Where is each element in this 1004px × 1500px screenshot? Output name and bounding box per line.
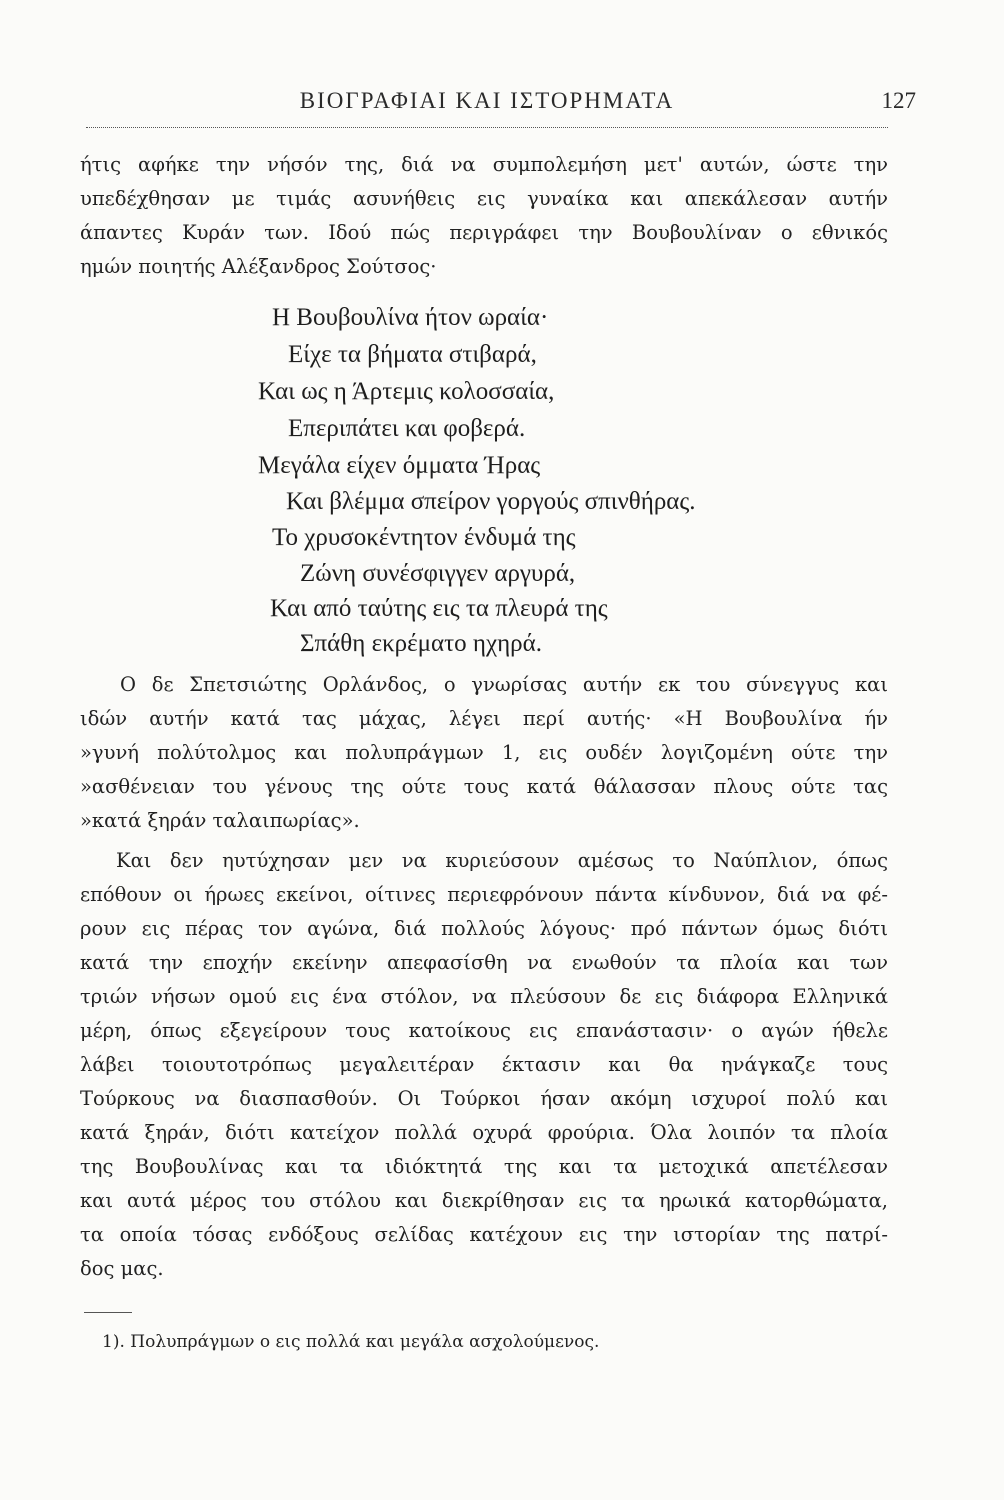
poem-line: Είχε τα βήματα στιβαρά, bbox=[288, 341, 537, 368]
page-number: 127 bbox=[881, 88, 916, 113]
text-line: της Βουβουλίνας και τα ιδιόκτητά της και τα μετοχικά απετέλεσαν bbox=[80, 1155, 888, 1178]
text-line: άπαντες Κυράν των. Ιδού πώς περιγράφει την Βουβουλίναν ο εθνικός bbox=[80, 221, 888, 244]
footnote: 1). Πολυπράγμων ο εις πολλά και μεγάλα ασχολούμενος. bbox=[102, 1332, 600, 1352]
text-line: ιδών αυτήν κατά τας μάχας, λέγει περί αυτής· «Η Βουβουλίνα ήν bbox=[80, 707, 888, 730]
text-line: Και δεν ηυτύχησαν μεν να κυριεύσουν αμέσως το Ναύπλιον, όπως bbox=[116, 849, 888, 872]
text-line: Ο δε Σπετσιώτης Ορλάνδος, ο γνωρίσας αυτήν εκ του σύνεγγυς και bbox=[120, 673, 888, 696]
text-line: ήτις αφήκε την νήσόν της, διά να συμπολεμήση μετ' αυτών, ώστε την bbox=[80, 153, 888, 176]
text-line: κατά την εποχήν εκείνην απεφασίσθη να ενωθούν τα πλοία και των bbox=[80, 951, 888, 974]
text-line: δος μας. bbox=[80, 1257, 164, 1280]
text-line: ρουν εις πέρας τον αγώνα, διά πολλούς λόγους· πρό πάντων όμως διότι bbox=[80, 917, 888, 940]
text-line: υπεδέχθησαν με τιμάς ασυνήθεις εις γυναίκα και απεκάλεσαν αυτήν bbox=[80, 187, 888, 210]
text-line: ημών ποιητής Αλέξανδρος Σούτσος· bbox=[80, 255, 437, 278]
poem-line: Μεγάλα είχεν όμματα Ήρας bbox=[258, 452, 541, 479]
poem-line: Σπάθη εκρέματο ηχηρά. bbox=[300, 630, 543, 657]
text-line: τριών νήσων ομού εις ένα στόλον, να πλεύσουν δε εις διάφορα Ελληνικά bbox=[80, 985, 888, 1008]
poem-line: Και βλέμμα σπείρον γοργούς σπινθήρας. bbox=[286, 488, 696, 515]
poem-line: Η Βουβουλίνα ήτον ωραία· bbox=[272, 304, 549, 331]
text-line: μέρη, όπως εξεγείρουν τους κατοίκους εις επανάστασιν· ο αγών ήθελε bbox=[80, 1019, 888, 1042]
text-line: »γυνή πολύτολμος και πολυπράγμων 1, εις ουδέν λογιζομένη ούτε την bbox=[80, 741, 888, 764]
text-line: »κατά ξηράν ταλαιπωρίας». bbox=[80, 809, 360, 832]
poem-line: Επεριπάτει και φοβερά. bbox=[288, 415, 526, 442]
header-rule bbox=[86, 127, 888, 128]
text-line: επόθουν οι ήρωες εκείνοι, οίτινες περιεφρόνουν πάντα κίνδυνον, διά να φέ- bbox=[80, 883, 888, 906]
running-header bbox=[80, 88, 916, 122]
text-line: και αυτά μέρος του στόλου και διεκρίθησαν εις τα ηρωικά κατορθώματα, bbox=[80, 1189, 888, 1212]
running-title: ΒΙΟΓΡΑΦΙΑΙ ΚΑΙ ΙΣΤΟΡΗΜΑΤΑ bbox=[299, 88, 675, 113]
poem-line: Το χρυσοκέντητον ένδυμά της bbox=[272, 524, 576, 551]
text-line: κατά ξηράν, διότι κατείχον πολλά οχυρά φρούρια. Όλα λοιπόν τα πλοία bbox=[80, 1121, 888, 1144]
poem-line: Και από ταύτης εις τα πλευρά της bbox=[270, 595, 608, 622]
text-line: Τούρκους να διασπασθούν. Οι Τούρκοι ήσαν ακόμη ισχυροί πολύ και bbox=[80, 1087, 888, 1110]
text-line: τα οποία τόσας ενδόξους σελίδας κατέχουν εις την ιστορίαν της πατρί- bbox=[80, 1223, 888, 1246]
text-line: λάβει τοιουτοτρόπως μεγαλειτέραν έκτασιν και θα ηνάγκαζε τους bbox=[80, 1053, 888, 1076]
poem-line: Ζώνη συνέσφιγγεν αργυρά, bbox=[300, 560, 576, 587]
poem-line: Και ως η Άρτεμις κολοσσαία, bbox=[258, 378, 555, 405]
text-line: »ασθένειαν του γένους της ούτε τους κατά θάλασσαν πλους ούτε τας bbox=[80, 775, 888, 798]
footnote-rule bbox=[84, 1312, 132, 1313]
